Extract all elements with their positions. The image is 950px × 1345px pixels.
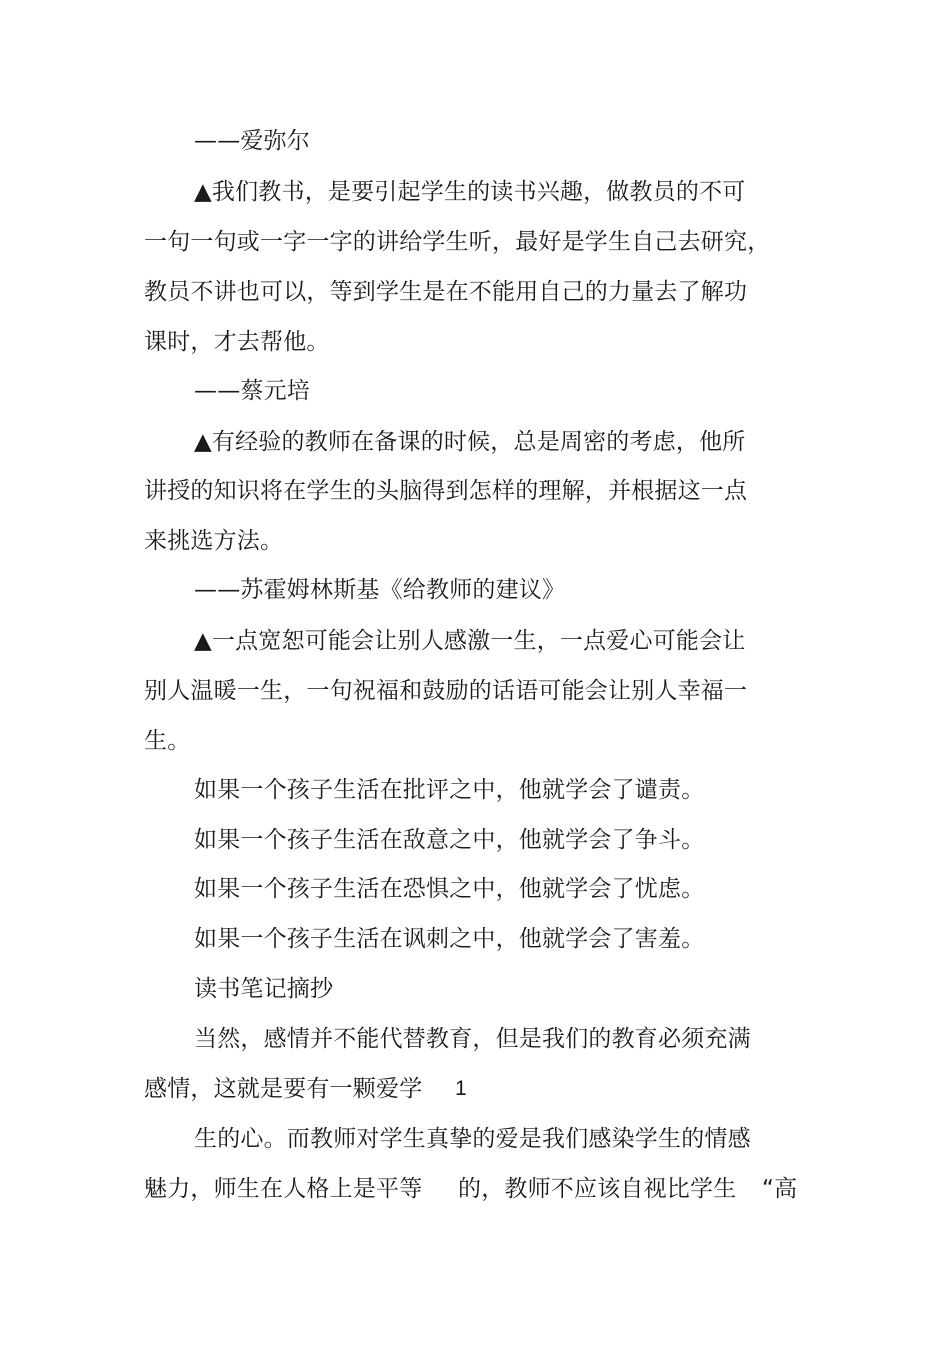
paragraph-emotion-line-3: 生的心。而教师对学生真挚的爱是我们感染学生的情感 (194, 1126, 751, 1152)
quote-sukhomlinsky-line-2: 讲授的知识将在学生的头脑得到怎样的理解，并根据这一点 (144, 478, 748, 504)
child-criticism-line: 如果一个孩子生活在批评之中，他就学会了谴责。 (194, 777, 705, 803)
quote-forgiveness-line-2: 别人温暖一生，一句祝福和鼓励的话语可能会让别人幸福一 (144, 678, 748, 704)
quote-cai-line-2: 一句一句或一字一字的讲给学生听，最好是学生自己去研究， (144, 229, 771, 255)
page-number: 1 (455, 1077, 467, 1100)
quote-cai-line-3: 教员不讲也可以，等到学生是在不能用自己的力量去了解功 (144, 279, 748, 305)
paragraph-emotion-line-4a: 魅力，师生在人格上是平等 (144, 1176, 423, 1202)
child-hostility-line: 如果一个孩子生活在敌意之中，他就学会了争斗。 (194, 827, 705, 853)
paragraph-emotion-line-2: 感情，这就是要有一颗爱学 (144, 1076, 423, 1102)
child-ridicule-line: 如果一个孩子生活在讽刺之中，他就学会了害羞。 (194, 926, 705, 952)
paragraph-emotion-line-4c: “高 (762, 1176, 798, 1202)
quote-sukhomlinsky-line-3: 来挑选方法。 (144, 528, 284, 554)
section-heading-reading-notes: 读书笔记摘抄 (194, 976, 334, 1002)
quote-forgiveness-line-3: 生。 (144, 728, 191, 754)
quote-cai-line-1: ▲我们教书，是要引起学生的读书兴趣，做教员的不可 (194, 179, 746, 205)
paragraph-emotion-line-1: 当然，感情并不能代替教育，但是我们的教育必须充满 (194, 1026, 751, 1052)
quote-forgiveness-line-1: ▲一点宽恕可能会让别人感激一生，一点爱心可能会让 (194, 628, 746, 654)
quote-cai-line-4: 课时，才去帮他。 (144, 329, 330, 355)
paragraph-emotion-line-4b: 的，教师不应该自视比学生 (458, 1176, 737, 1202)
attribution-sukhomlinsky: ——苏霍姆林斯基《给教师的建议》 (194, 577, 566, 603)
quote-sukhomlinsky-line-1: ▲有经验的教师在备课的时候，总是周密的考虑，他所 (194, 429, 746, 455)
attribution-cai-yuanpei: ——蔡元培 (194, 378, 310, 404)
child-fear-line: 如果一个孩子生活在恐惧之中，他就学会了忧虑。 (194, 876, 705, 902)
attribution-emile: ——爱弥尔 (194, 128, 310, 154)
